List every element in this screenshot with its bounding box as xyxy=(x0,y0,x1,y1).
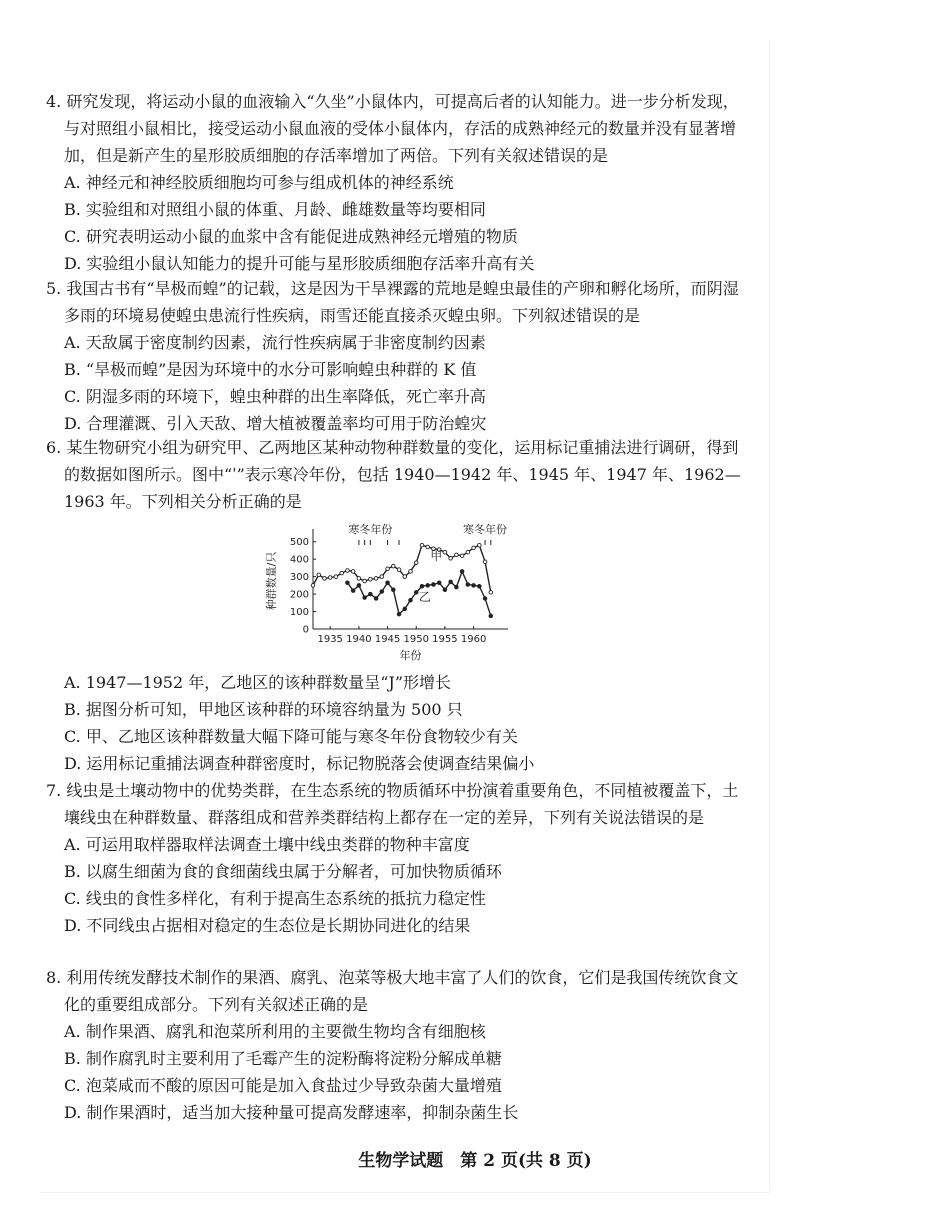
data-point xyxy=(466,583,470,587)
data-point xyxy=(363,579,367,583)
option-b: B. 实验组和对照组小鼠的体重、月龄、雌雄数量等均要相同 xyxy=(64,200,486,219)
series-label: 乙 xyxy=(418,590,431,605)
option-b: B. 制作腐乳时主要利用了毛霉产生的淀粉酶将淀粉分解成单糖 xyxy=(64,1049,502,1068)
y-tick-label: 200 xyxy=(289,589,309,601)
question-5 xyxy=(46,275,746,437)
series-line-jia xyxy=(313,545,491,592)
option-c: C. 泡菜咸而不酸的原因可能是加入食盐过少导致杂菌大量增殖 xyxy=(64,1076,502,1095)
data-point xyxy=(478,584,482,588)
x-tick-label: 1935 xyxy=(317,634,343,645)
data-point xyxy=(374,577,378,581)
question-stem: 5. 我国古书有“旱极而蝗”的记载，这是因为干旱裸露的荒地是蝗虫最佳的产卵和孵化场所，而阴湿多雨的环境易使蝗虫患流行性疾病，雨雪还能直接杀灭蝗虫卵。下列叙述错误的是 xyxy=(46,279,739,325)
y-tick-label: 0 xyxy=(302,624,309,636)
data-point xyxy=(432,583,436,587)
data-point xyxy=(420,543,424,547)
data-point xyxy=(363,596,367,600)
data-point xyxy=(351,589,355,593)
data-point xyxy=(409,570,413,574)
data-point xyxy=(346,569,350,573)
cold-year-annotation: 寒冬年份 xyxy=(348,523,393,536)
question-6-options xyxy=(46,669,746,777)
data-point xyxy=(397,568,401,572)
data-point xyxy=(420,584,424,588)
page-footer: 生物学试题 第 2 页(共 8 页) xyxy=(358,1151,592,1171)
question-stem: 7. 线虫是土壤动物中的优势类群，在生态系统的物质循环中扮演着重要角色，不同植被覆盖下，土壤线虫在种群数量、群落组成和营养类群结构上都存在一定的差异，下列有关说法错误的是 xyxy=(46,781,739,827)
population-chart xyxy=(263,517,513,665)
question-stem: 8. 利用传统发酵技术制作的果酒、腐乳、泡菜等极大地丰富了人们的饮食，它们是我国传统饮食文化的重要组成部分。下列有关叙述正确的是 xyxy=(46,968,739,1014)
option-a: A. 1947—1952 年，乙地区的该种群数量呈“J”形增长 xyxy=(64,673,452,692)
data-point xyxy=(483,560,487,564)
data-point xyxy=(369,592,373,596)
data-point xyxy=(391,564,395,568)
data-point xyxy=(334,575,338,579)
option-b: B. 据图分析可知，甲地区该种群的环境容纳量为 500 只 xyxy=(64,700,463,719)
option-d: D. 运用标记重捕法调查种群密度时，标记物脱落会使调查结果偏小 xyxy=(64,754,535,773)
data-point xyxy=(357,584,361,588)
data-point xyxy=(409,598,413,602)
data-point xyxy=(357,577,361,581)
data-point xyxy=(460,570,464,574)
option-d: D. 合理灌溉、引入天敌、增大植被覆盖率均可用于防治蝗灾 xyxy=(64,414,487,433)
scan-edge-bottom xyxy=(40,1192,770,1193)
option-d: D. 制作果酒时，适当加大接种量可提高发酵速率，抑制杂菌生长 xyxy=(64,1103,519,1122)
question-stem: 4. 研究发现，将运动小鼠的血液输入“久坐”小鼠体内，可提高后者的认知能力。进一步分析发现，与对照组小鼠相比，接受运动小鼠血液的受体小鼠体内，存活的成熟神经元的数量并没有显著增加，但是新产生的星形胶质细胞的存活率增加了两倍。下列有关叙述错误的是 xyxy=(46,92,739,165)
data-point xyxy=(489,591,493,595)
data-point xyxy=(340,571,344,575)
data-point xyxy=(443,588,447,592)
data-point xyxy=(311,584,315,588)
option-c: C. 甲、乙地区该种群数量大幅下降可能与寒冬年份食物较少有关 xyxy=(64,727,518,746)
data-point xyxy=(380,590,384,594)
data-point xyxy=(351,570,355,574)
data-point xyxy=(391,588,395,592)
question-stem: 6. 某生物研究小组为研究甲、乙两地区某种动物种群数量的变化，运用标记重捕法进行调研，得到的数据如图所示。图中“ˈ”表示寒冷年份，包括 1940—1942 年、1945 年、1947 年、1962—1963 年。下列相关分析正确的是 xyxy=(46,438,741,511)
option-d: D. 不同线虫占据相对稳定的生态位是长期协同进化的结果 xyxy=(64,916,471,935)
data-point xyxy=(403,607,407,611)
scan-edge xyxy=(769,40,770,1190)
data-point xyxy=(369,577,373,581)
data-point xyxy=(346,581,350,585)
data-point xyxy=(472,546,476,550)
x-tick-label: 1940 xyxy=(346,634,372,645)
data-point xyxy=(443,550,447,554)
data-point xyxy=(328,576,332,580)
option-b: B. “旱极而蝗”是因为环境中的水分可影响蝗虫种群的 K 值 xyxy=(64,360,477,379)
data-point xyxy=(414,561,418,565)
data-point xyxy=(317,573,321,577)
series-label: 甲 xyxy=(430,549,443,564)
data-point xyxy=(455,553,459,557)
data-point xyxy=(489,614,493,618)
option-c: C. 线虫的食性多样化，有利于提高生态系统的抵抗力稳定性 xyxy=(64,889,486,908)
cold-year-annotation: 寒冬年份 xyxy=(463,523,508,536)
option-c: C. 研究表明运动小鼠的血浆中含有能促进成熟神经元增殖的物质 xyxy=(64,227,518,246)
data-point xyxy=(397,612,401,616)
option-b: B. 以腐生细菌为食的食细菌线虫属于分解者，可加快物质循环 xyxy=(64,862,502,881)
x-tick-label: 1950 xyxy=(403,634,429,645)
data-point xyxy=(437,581,441,585)
question-7 xyxy=(46,777,746,939)
y-tick-label: 500 xyxy=(289,537,309,549)
data-point xyxy=(478,543,482,547)
data-point xyxy=(449,580,453,584)
data-point xyxy=(386,567,390,571)
y-tick-label: 300 xyxy=(289,572,309,584)
question-4 xyxy=(46,88,746,277)
x-axis-label: 年份 xyxy=(399,649,422,662)
data-point xyxy=(386,581,390,585)
y-tick-label: 400 xyxy=(289,554,309,566)
data-point xyxy=(414,591,418,595)
data-point xyxy=(374,597,378,601)
option-a: A. 制作果酒、腐乳和泡菜所利用的主要微生物均含有细胞核 xyxy=(64,1022,486,1041)
option-d: D. 实验组小鼠认知能力的提升可能与星形胶质细胞存活率升高有关 xyxy=(64,254,535,273)
data-point xyxy=(403,575,407,579)
data-point xyxy=(466,550,470,554)
question-8 xyxy=(46,964,746,1126)
data-point xyxy=(323,577,327,581)
x-tick-label: 1955 xyxy=(432,634,458,645)
x-tick-label: 1945 xyxy=(374,634,401,645)
question-6 xyxy=(46,434,746,515)
data-point xyxy=(483,597,487,601)
data-point xyxy=(472,584,476,588)
data-point xyxy=(426,584,430,588)
option-a: A. 神经元和神经胶质细胞均可参与组成机体的神经系统 xyxy=(64,173,454,192)
option-c: C. 阴湿多雨的环境下，蝗虫种群的出生率降低，死亡率升高 xyxy=(64,387,486,406)
data-point xyxy=(460,554,464,558)
x-tick-label: 1960 xyxy=(460,634,487,645)
option-a: A. 可运用取样器取样法调查土壤中线虫类群的物种丰富度 xyxy=(64,835,470,854)
data-point xyxy=(426,545,430,549)
data-point xyxy=(380,575,384,579)
chart-svg xyxy=(263,517,513,665)
option-a: A. 天敌属于密度制约因素，流行性疾病属于非密度制约因素 xyxy=(64,333,486,352)
data-point xyxy=(455,585,459,589)
y-axis-label: 种群数量/只 xyxy=(265,551,278,611)
y-tick-label: 100 xyxy=(289,607,309,619)
data-point xyxy=(449,557,453,561)
